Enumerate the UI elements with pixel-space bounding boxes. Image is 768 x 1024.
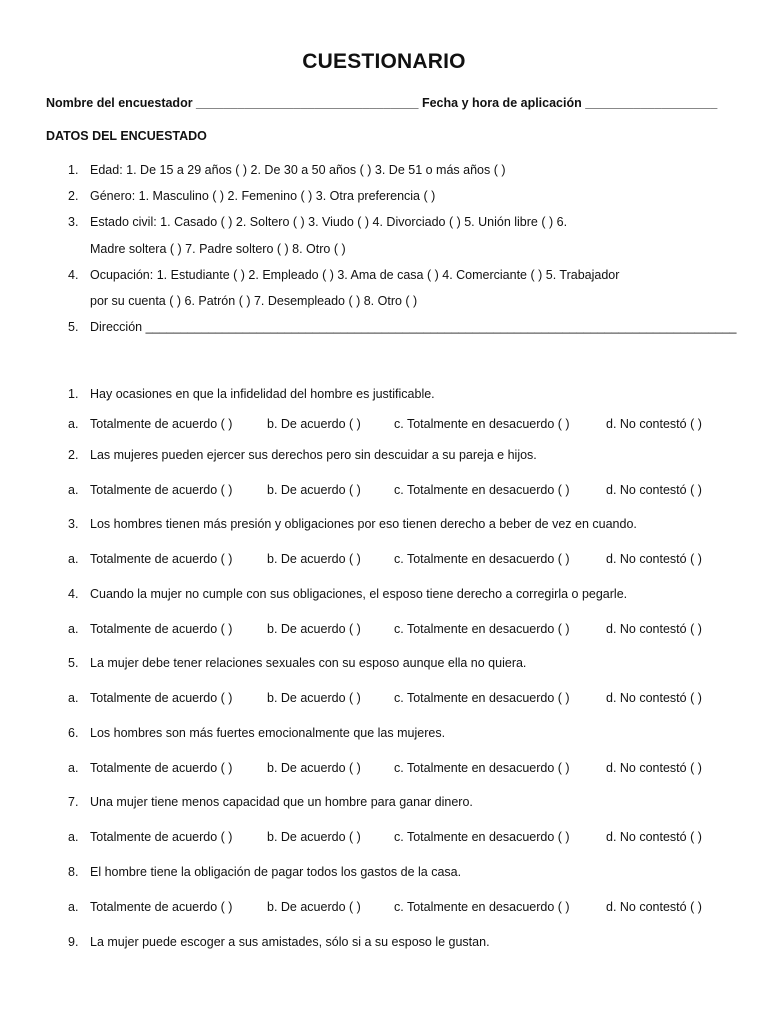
- item-text: Ocupación: 1. Estudiante ( ) 2. Empleado ( ) 3. Ama de casa ( ) 4. Comerciante ( ) 5. Trabajador: [90, 268, 620, 282]
- question-text: La mujer puede escoger a sus amistades, sólo si a su esposo le gustan.: [90, 935, 490, 949]
- item-number: 3.: [68, 215, 79, 229]
- answer-options-4: [68, 622, 748, 638]
- answer-options-1: [68, 417, 748, 433]
- option-strongly-agree[interactable]: Totalmente de acuerdo ( ): [90, 900, 233, 914]
- option-agree[interactable]: b. De acuerdo ( ): [267, 417, 361, 431]
- item-number: 1.: [68, 163, 79, 177]
- option-no-answer[interactable]: d. No contestó ( ): [606, 900, 702, 914]
- question-text: El hombre tiene la obligación de pagar todos los gastos de la casa.: [90, 865, 462, 879]
- option-letter: a.: [68, 691, 79, 705]
- question-text: Hay ocasiones en que la infidelidad del hombre es justificable.: [90, 387, 435, 401]
- answer-options-7: [68, 830, 748, 846]
- option-strongly-agree[interactable]: Totalmente de acuerdo ( ): [90, 552, 233, 566]
- option-no-answer[interactable]: d. No contestó ( ): [606, 552, 702, 566]
- answer-options-5: [68, 691, 748, 707]
- option-strongly-disagree[interactable]: c. Totalmente en desacuerdo ( ): [394, 830, 570, 844]
- option-strongly-agree[interactable]: Totalmente de acuerdo ( ): [90, 417, 233, 431]
- option-no-answer[interactable]: d. No contestó ( ): [606, 483, 702, 497]
- option-strongly-disagree[interactable]: c. Totalmente en desacuerdo ( ): [394, 552, 570, 566]
- option-strongly-agree[interactable]: Totalmente de acuerdo ( ): [90, 761, 233, 775]
- option-strongly-agree[interactable]: Totalmente de acuerdo ( ): [90, 483, 233, 497]
- option-strongly-disagree[interactable]: c. Totalmente en desacuerdo ( ): [394, 483, 570, 497]
- item-text: Estado civil: 1. Casado ( ) 2. Soltero ( ) 3. Viudo ( ) 4. Divorciado ( ) 5. Unión libre ( ) 6.: [90, 215, 568, 229]
- question-text: Los hombres son más fuertes emocionalmente que las mujeres.: [90, 726, 446, 740]
- option-letter: a.: [68, 900, 79, 914]
- question-number: 3.: [68, 517, 79, 531]
- question-number: 6.: [68, 726, 79, 740]
- option-strongly-disagree[interactable]: c. Totalmente en desacuerdo ( ): [394, 691, 570, 705]
- option-letter: a.: [68, 417, 79, 431]
- option-agree[interactable]: b. De acuerdo ( ): [267, 622, 361, 636]
- option-no-answer[interactable]: d. No contestó ( ): [606, 830, 702, 844]
- option-no-answer[interactable]: d. No contestó ( ): [606, 622, 702, 636]
- item-number: 2.: [68, 189, 79, 203]
- question-number: 8.: [68, 865, 79, 879]
- option-strongly-agree[interactable]: Totalmente de acuerdo ( ): [90, 830, 233, 844]
- item-number: 4.: [68, 268, 79, 282]
- question-number: 9.: [68, 935, 79, 949]
- option-strongly-agree[interactable]: Totalmente de acuerdo ( ): [90, 691, 233, 705]
- option-agree[interactable]: b. De acuerdo ( ): [267, 761, 361, 775]
- option-letter: a.: [68, 552, 79, 566]
- option-no-answer[interactable]: d. No contestó ( ): [606, 417, 702, 431]
- option-letter: a.: [68, 830, 79, 844]
- respondent-data-heading: DATOS DEL ENCUESTADO: [46, 129, 207, 143]
- option-no-answer[interactable]: d. No contestó ( ): [606, 691, 702, 705]
- question-number: 5.: [68, 656, 79, 670]
- demographic-item-civil-status-continued: Madre soltera ( ) 7. Padre soltero ( ) 8. Otro ( ): [90, 242, 346, 256]
- question-number: 1.: [68, 387, 79, 401]
- answer-options-3: [68, 552, 748, 568]
- demographic-item-occupation-continued: por su cuenta ( ) 6. Patrón ( ) 7. Desempleado ( ) 8. Otro ( ): [90, 294, 418, 308]
- question-text: Cuando la mujer no cumple con sus obligaciones, el esposo tiene derecho a corregirla o pegarle.: [90, 587, 628, 601]
- question-text: Las mujeres pueden ejercer sus derechos pero sin descuidar a su pareja e hijos.: [90, 448, 537, 462]
- option-strongly-disagree[interactable]: c. Totalmente en desacuerdo ( ): [394, 417, 570, 431]
- item-text: Género: 1. Masculino ( ) 2. Femenino ( ) 3. Otra preferencia ( ): [90, 189, 436, 203]
- answer-options-8: [68, 900, 748, 916]
- item-number: 5.: [68, 320, 79, 334]
- option-strongly-disagree[interactable]: c. Totalmente en desacuerdo ( ): [394, 622, 570, 636]
- option-agree[interactable]: b. De acuerdo ( ): [267, 691, 361, 705]
- question-text: La mujer debe tener relaciones sexuales con su esposo aunque ella no quiera.: [90, 656, 527, 670]
- option-agree[interactable]: b. De acuerdo ( ): [267, 483, 361, 497]
- question-number: 4.: [68, 587, 79, 601]
- option-agree[interactable]: b. De acuerdo ( ): [267, 900, 361, 914]
- interviewer-header-line: Nombre del encuestador ________________________________ Fecha y hora de aplicación ___________________: [46, 96, 718, 110]
- option-no-answer[interactable]: d. No contestó ( ): [606, 761, 702, 775]
- option-letter: a.: [68, 622, 79, 636]
- question-text: Los hombres tienen más presión y obligaciones por eso tienen derecho a beber de vez en cuando.: [90, 517, 637, 531]
- option-agree[interactable]: b. De acuerdo ( ): [267, 830, 361, 844]
- question-number: 7.: [68, 795, 79, 809]
- answer-options-6: [68, 761, 748, 777]
- item-text: Dirección _____________________________________________________________________________________: [90, 320, 737, 334]
- option-strongly-disagree[interactable]: c. Totalmente en desacuerdo ( ): [394, 900, 570, 914]
- page-title: CUESTIONARIO: [302, 50, 466, 73]
- answer-options-2: [68, 483, 748, 499]
- option-strongly-agree[interactable]: Totalmente de acuerdo ( ): [90, 622, 233, 636]
- question-number: 2.: [68, 448, 79, 462]
- question-text: Una mujer tiene menos capacidad que un hombre para ganar dinero.: [90, 795, 473, 809]
- option-letter: a.: [68, 483, 79, 497]
- option-agree[interactable]: b. De acuerdo ( ): [267, 552, 361, 566]
- option-strongly-disagree[interactable]: c. Totalmente en desacuerdo ( ): [394, 761, 570, 775]
- option-letter: a.: [68, 761, 79, 775]
- item-text: Edad: 1. De 15 a 29 años ( ) 2. De 30 a 50 años ( ) 3. De 51 o más años ( ): [90, 163, 506, 177]
